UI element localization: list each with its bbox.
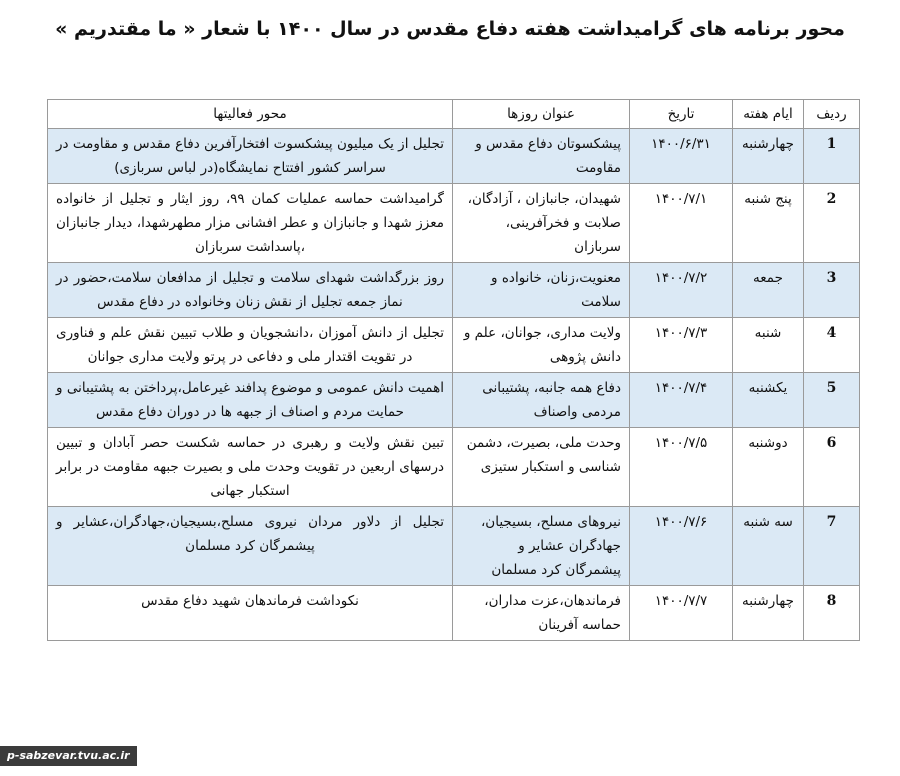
table-row xyxy=(48,318,860,373)
row-activity: گرامیداشت حماسه عملیات کمان ۹۹، روز ایثار و تجلیل از خانواده معزز شهدا و جانبازان و عطر افشانی مزار مطهرشهدا، دیدار جانبازان ،پاسداشت سربازان xyxy=(48,184,453,263)
program-table-container xyxy=(47,99,859,641)
row-activity: تجلیل از یک میلیون پیشکسوت افتخارآفرین دفاع مقدس و مقاومت در سراسر کشور افتتاح نمایشگاه(در لباس سربازی) xyxy=(48,129,453,184)
header-row-number: ردیف xyxy=(804,100,860,129)
row-weekday: جمعه xyxy=(733,263,804,318)
row-number: 3 xyxy=(804,263,860,318)
table-row xyxy=(48,373,860,428)
row-topics: شهیدان، جانبازان ، آزادگان، صلابت و فخرآفرینی، سربازان xyxy=(453,184,630,263)
row-topics: پیشکسوتان دفاع مقدس و مقاومت xyxy=(453,129,630,184)
row-date: ۱۴۰۰/۷/۷ xyxy=(630,586,733,641)
table-row xyxy=(48,428,860,507)
website-url-tag[interactable]: p-sabzevar.tvu.ac.ir xyxy=(0,746,137,766)
page-title: محور برنامه های گرامیداشت هفته دفاع مقدس در سال ۱۴۰۰ با شعار « ما مقتدریم » xyxy=(55,18,845,40)
row-weekday: سه شنبه xyxy=(733,507,804,586)
row-weekday: دوشنبه xyxy=(733,428,804,507)
row-weekday: چهارشنبه xyxy=(733,129,804,184)
row-weekday: یکشنبه xyxy=(733,373,804,428)
row-activity: تبین نقش ولایت و رهبری در حماسه شکست حصر آبادان و تبیین درسهای اربعین در تقویت وحدت ملی و بصیرت جبهه مقاومت در برابر استکبار جهانی xyxy=(48,428,453,507)
row-number: 7 xyxy=(804,507,860,586)
row-activity: اهمیت دانش عمومی و موضوع پدافند غیرعامل،پرداختن به پشتیبانی و حمایت مردم و اصناف از جبهه ها در دوران دفاع مقدس xyxy=(48,373,453,428)
row-activity: نکوداشت فرماندهان شهید دفاع مقدس xyxy=(48,586,453,641)
row-weekday: شنبه xyxy=(733,318,804,373)
row-topics: معنویت،زنان، خانواده و سلامت xyxy=(453,263,630,318)
header-day-topics: عنوان روزها xyxy=(453,100,630,129)
row-activity: تجلیل از دلاور مردان نیروی مسلح،بسیجیان،جهادگران،عشایر و پیشمرگان کرد مسلمان xyxy=(48,507,453,586)
row-date: ۱۴۰۰/۷/۶ xyxy=(630,507,733,586)
row-number: 5 xyxy=(804,373,860,428)
row-date: ۱۴۰۰/۷/۵ xyxy=(630,428,733,507)
row-date: ۱۴۰۰/۷/۱ xyxy=(630,184,733,263)
table-row xyxy=(48,507,860,586)
row-date: ۱۴۰۰/۷/۴ xyxy=(630,373,733,428)
row-date: ۱۴۰۰/۶/۳۱ xyxy=(630,129,733,184)
row-number: 2 xyxy=(804,184,860,263)
row-number: 6 xyxy=(804,428,860,507)
row-weekday: چهارشنبه xyxy=(733,586,804,641)
row-topics: وحدت ملی، بصیرت، دشمن شناسی و استکبار ستیزی xyxy=(453,428,630,507)
row-number: 8 xyxy=(804,586,860,641)
row-number: 1 xyxy=(804,129,860,184)
table-header-row xyxy=(48,100,860,129)
row-topics: نیروهای مسلح، بسیجیان، جهادگران عشایر و پیشمرگان کرد مسلمان xyxy=(453,507,630,586)
row-date: ۱۴۰۰/۷/۳ xyxy=(630,318,733,373)
row-topics: دفاع همه جانبه، پشتیبانی مردمی واصناف xyxy=(453,373,630,428)
table-row xyxy=(48,263,860,318)
row-number: 4 xyxy=(804,318,860,373)
table-row xyxy=(48,184,860,263)
header-date: تاریخ xyxy=(630,100,733,129)
header-activities: محور فعالیتها xyxy=(48,100,453,129)
row-topics: فرماندهان،عزت مداران، حماسه آفرینان xyxy=(453,586,630,641)
program-table xyxy=(47,99,860,641)
row-date: ۱۴۰۰/۷/۲ xyxy=(630,263,733,318)
table-row xyxy=(48,586,860,641)
row-activity: تجلیل از دانش آموزان ،دانشجویان و طلاب تبیین نقش علم و فناوری در تقویت اقتدار ملی و دفاعی در پرتو ولایت مداری جوانان xyxy=(48,318,453,373)
row-topics: ولایت مداری، جوانان، علم و دانش پژوهی xyxy=(453,318,630,373)
row-activity: روز بزرگداشت شهدای سلامت و تجلیل از مدافعان سلامت،حضور در نماز جمعه تجلیل از نقش زنان وخانواده در دفاع مقدس xyxy=(48,263,453,318)
header-weekday: ایام هفته xyxy=(733,100,804,129)
table-row xyxy=(48,129,860,184)
row-weekday: پنج شنبه xyxy=(733,184,804,263)
